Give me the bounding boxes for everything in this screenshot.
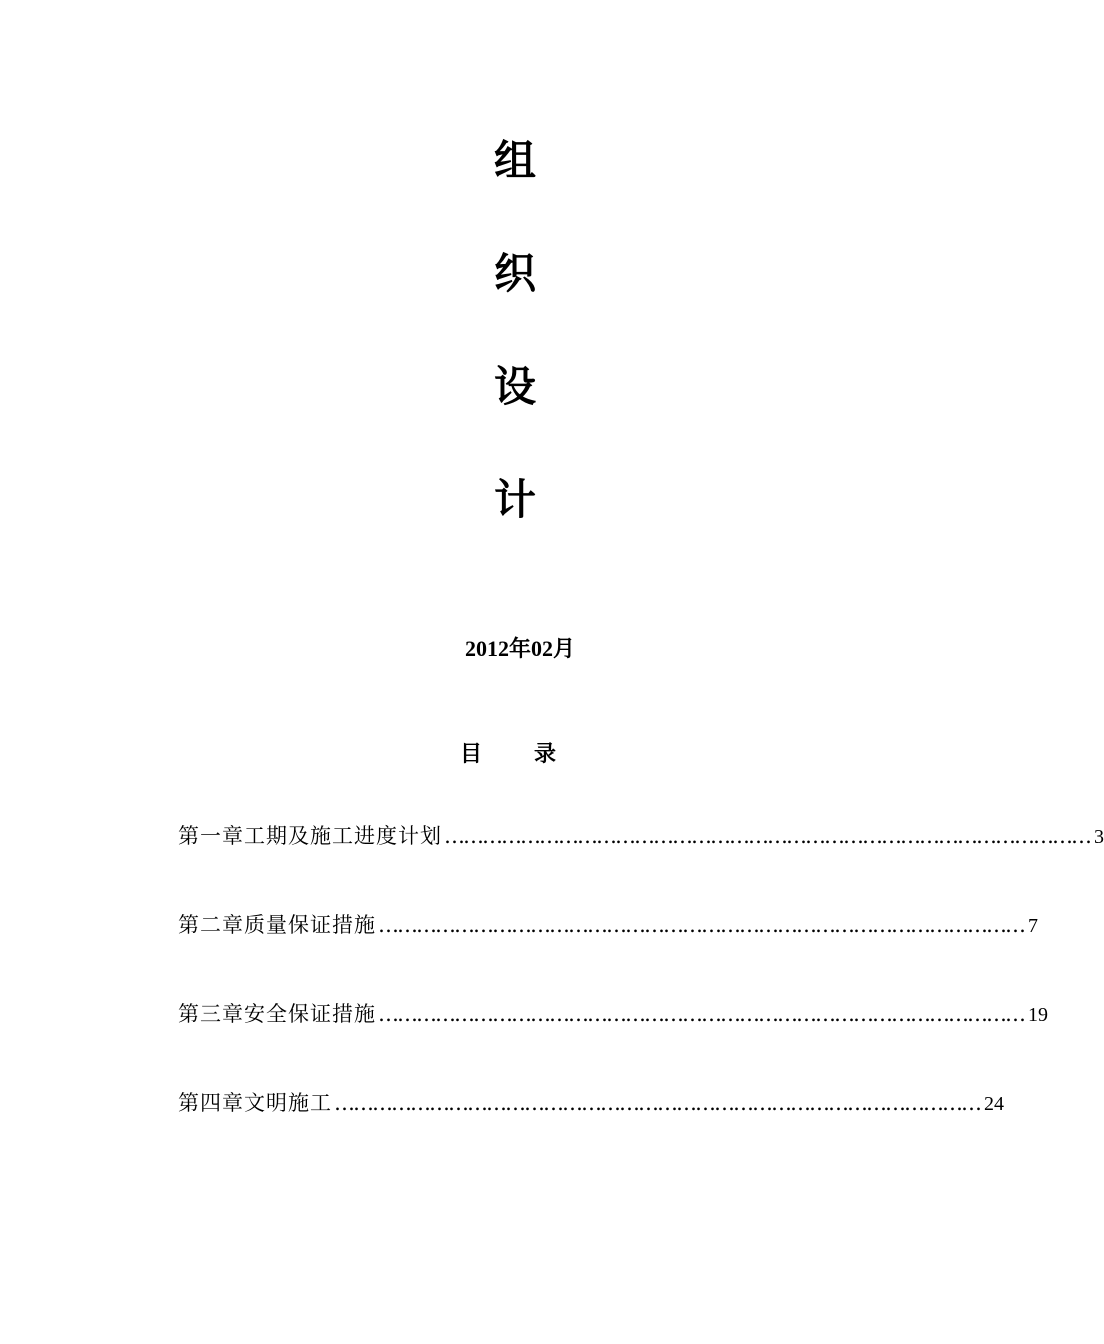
- toc-entry-1[interactable]: [178, 820, 1104, 860]
- toc-page-number: 19: [1028, 1004, 1048, 1026]
- toc-entry-4[interactable]: [178, 1087, 1004, 1127]
- title-char-4: 计: [493, 475, 536, 524]
- toc-title: 安全保证措施: [244, 1002, 376, 1026]
- toc-leader-dots: …………………………………………………………………………………………: [378, 913, 1024, 937]
- toc-heading-right: 录: [534, 741, 557, 767]
- toc-chapter: 第一章: [178, 824, 244, 848]
- toc-title: 质量保证措施: [244, 913, 376, 937]
- document-date: 2012年02月: [464, 636, 575, 661]
- toc-heading-left: 目: [460, 741, 483, 767]
- toc-chapter: 第二章: [178, 913, 244, 937]
- toc-title: 文明施工: [244, 1091, 332, 1115]
- toc-heading: [460, 737, 556, 768]
- toc-page-number: 3: [1094, 826, 1104, 848]
- toc-leader-dots: …………………………………………………………………………………………: [444, 824, 1090, 848]
- title-char-1: 组: [493, 136, 536, 185]
- toc-entry-2[interactable]: [178, 909, 1038, 949]
- toc-chapter: 第三章: [178, 1002, 244, 1026]
- toc-page-number: 7: [1028, 915, 1038, 937]
- toc-leader-dots: …………………………………………………………………………………………: [334, 1091, 980, 1115]
- toc-leader-dots: …………………………………………………………………………………………: [378, 1002, 1024, 1026]
- toc-page-number: 24: [984, 1093, 1004, 1115]
- title-char-2: 织: [493, 249, 536, 298]
- toc-entry-3[interactable]: [178, 998, 1048, 1038]
- toc-chapter: 第四章: [178, 1091, 244, 1115]
- toc-title: 工期及施工进度计划: [244, 824, 442, 848]
- title-char-3: 设: [493, 362, 536, 411]
